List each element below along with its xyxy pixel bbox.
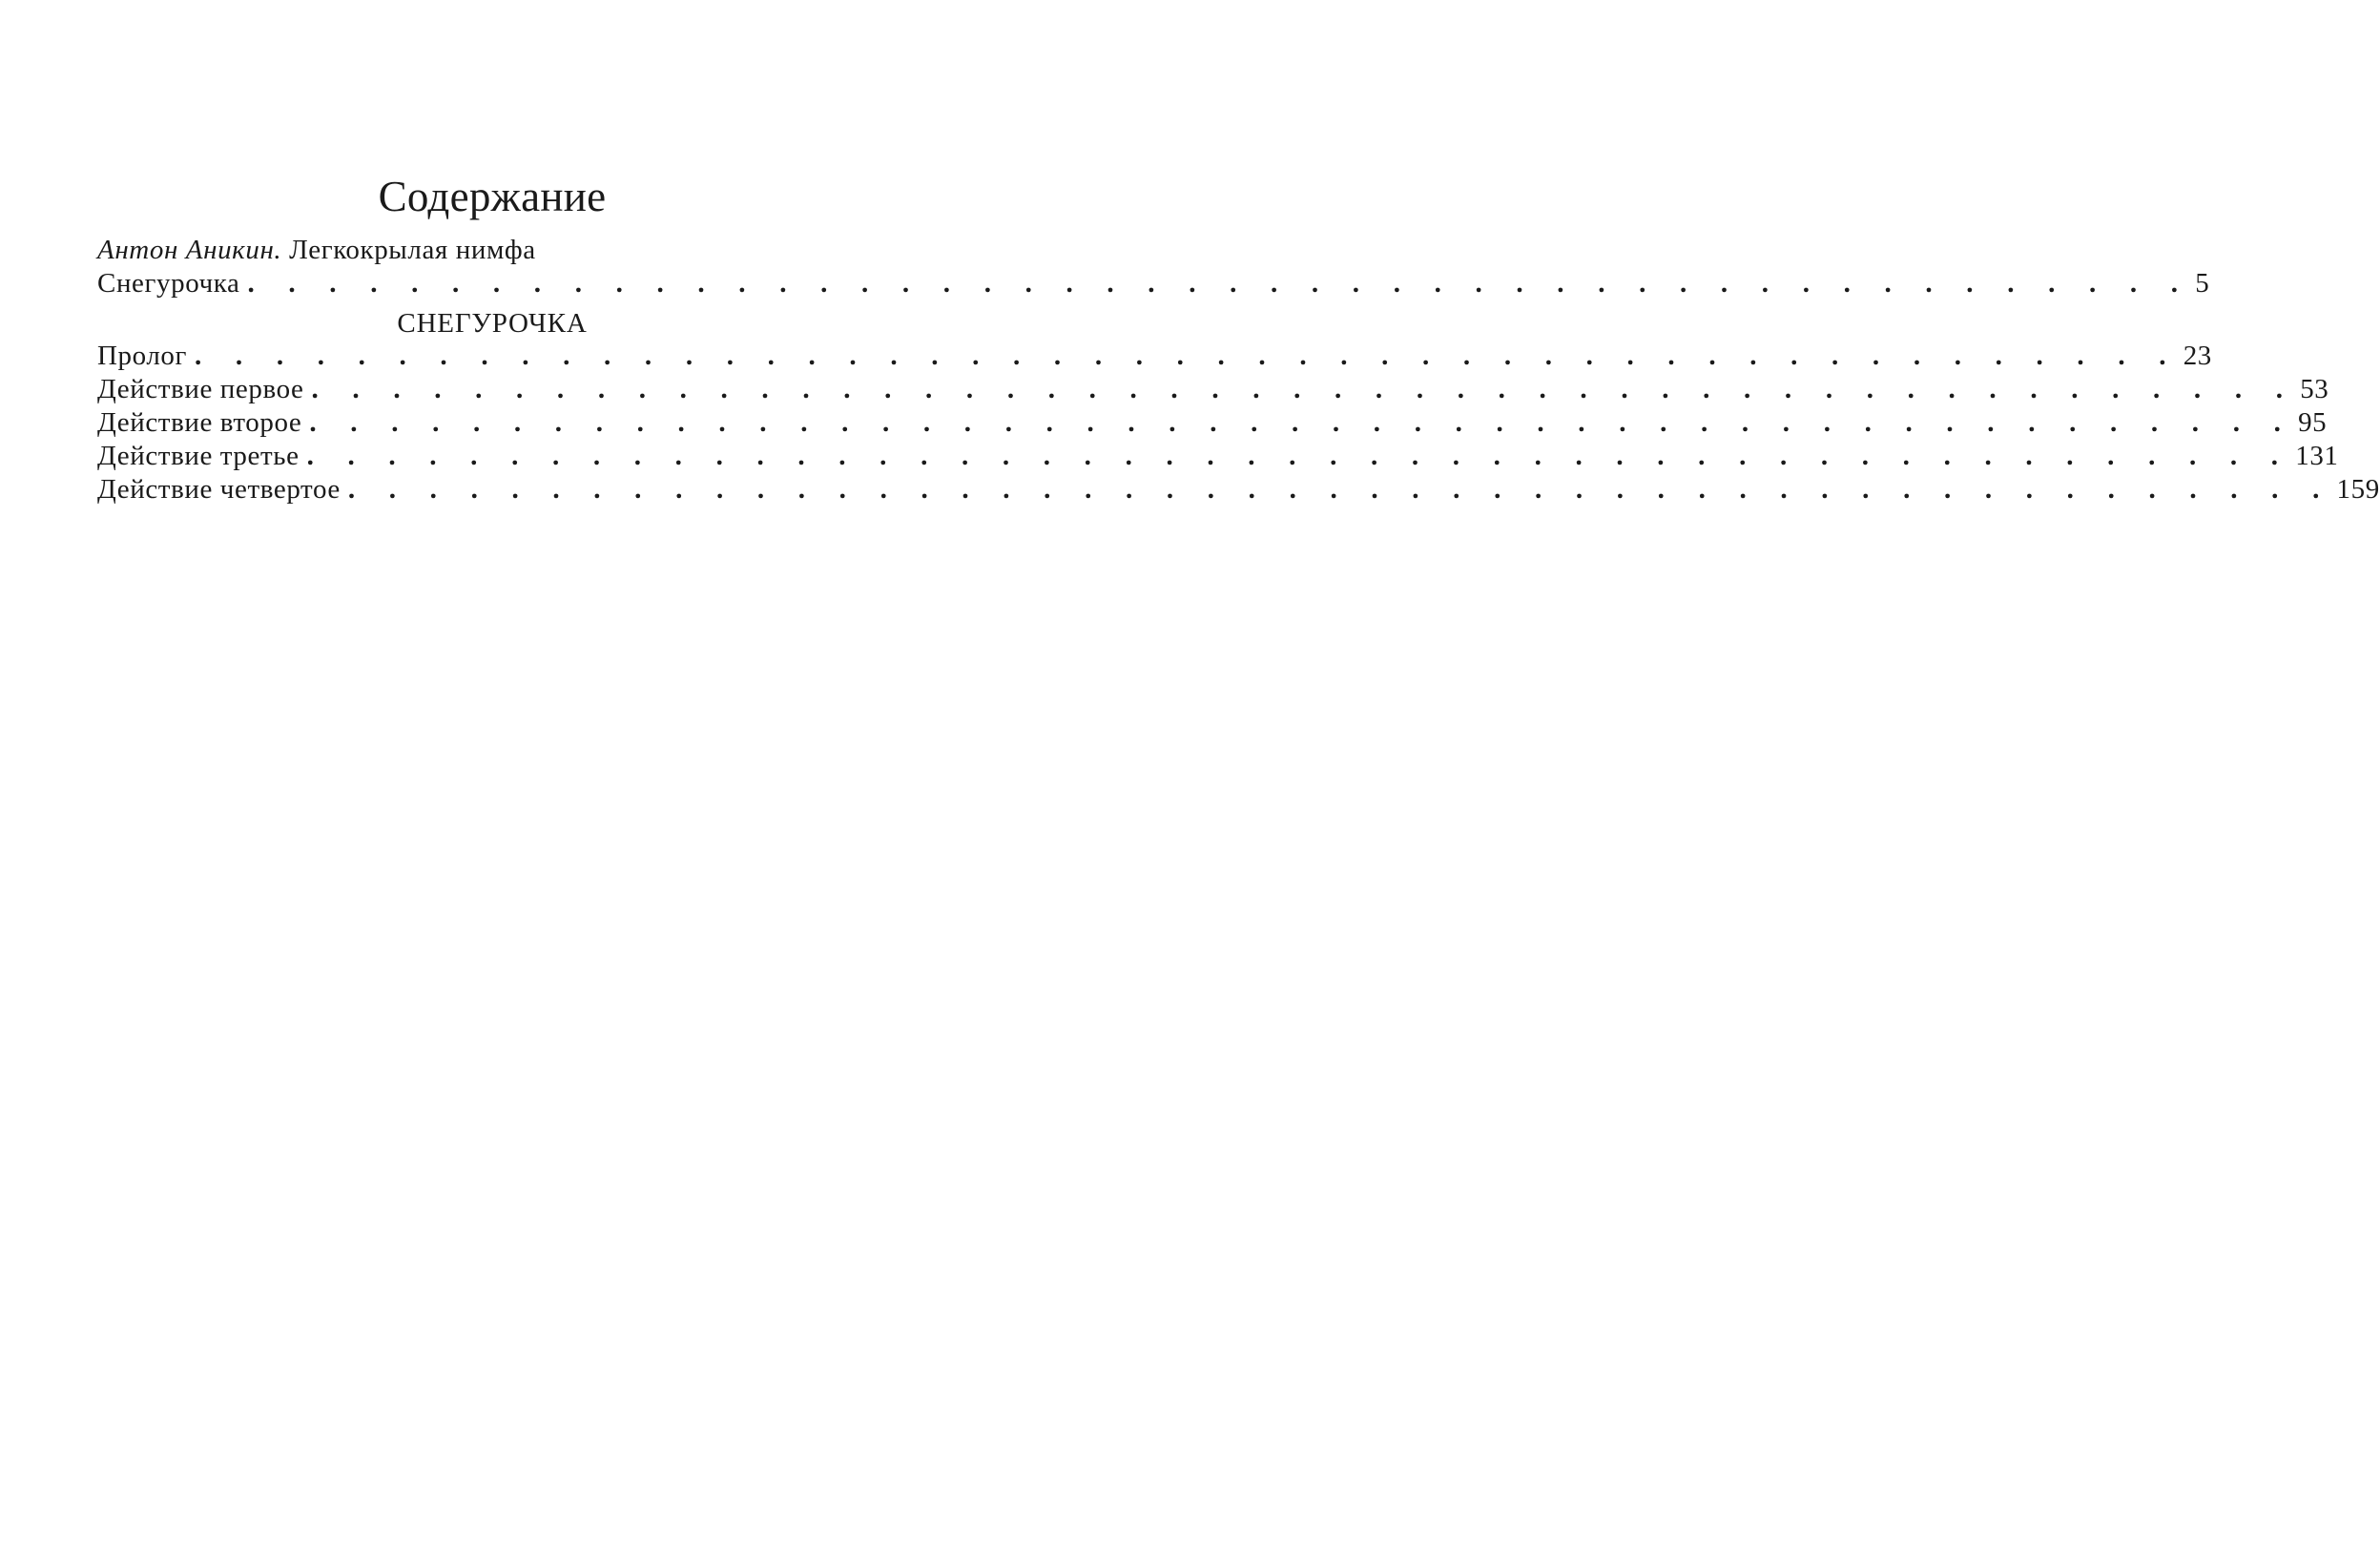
toc-entry [97, 440, 2339, 473]
toc-entry [97, 473, 2380, 506]
toc-page-number: 23 [2183, 341, 2212, 371]
toc-dot-leader: . . . . . . . . . . . . . . . . . . . . . . . . . . . . . . . . . . . . . . . . . . . . . . . . . [195, 341, 2180, 371]
toc-entry-intro-second-line [97, 267, 2210, 300]
toc-page-number: 95 [2298, 407, 2328, 438]
toc-list [97, 340, 2380, 506]
toc-entry-intro-first-line [97, 233, 887, 267]
toc-dot-leader: . . . . . . . . . . . . . . . . . . . . . . . . . . . . . . . . . . . . . . . . . . . . . . . . . [309, 407, 2295, 438]
toc-page-number: 53 [2300, 374, 2329, 404]
section-heading: СНЕГУРОЧКА [397, 308, 588, 339]
toc-entry-title-part2: Снегурочка [97, 268, 240, 299]
toc-entry [97, 406, 2328, 440]
toc-dot-leader: . . . . . . . . . . . . . . . . . . . . . . . . . . . . . . . . . . . . . . . . . . . . . . . . . [311, 374, 2297, 404]
toc-dot-leader: . . . . . . . . . . . . . . . . . . . . . . . . . . . . . . . . . . . . . . . . . . . . . . . . . [347, 474, 2333, 505]
toc-entry-author: Антон Аникин. [97, 235, 282, 265]
toc-entry-label: Действие второе [97, 407, 302, 438]
toc-entry-title-part1: Легкокрылая нимфа [289, 235, 536, 265]
toc-entry [97, 340, 2212, 373]
page-title: Содержание [378, 173, 607, 220]
toc-entry-label: Действие первое [97, 374, 304, 404]
toc-page-number: 131 [2295, 441, 2339, 471]
toc-dot-leader: . . . . . . . . . . . . . . . . . . . . . . . . . . . . . . . . . . . . . . . . . . . . . . . . [247, 268, 2192, 299]
toc-entry-intro [97, 233, 2210, 300]
toc-entry-label: Действие третье [97, 441, 300, 471]
toc-entry-label: Действие четвертое [97, 474, 341, 505]
toc-page-number: 5 [2195, 268, 2210, 299]
toc-entry [97, 373, 2329, 406]
toc-page-number: 159 [2336, 474, 2380, 505]
toc-dot-leader: . . . . . . . . . . . . . . . . . . . . . . . . . . . . . . . . . . . . . . . . . . . . . . . . . [306, 441, 2292, 471]
toc-entry-label: Пролог [97, 341, 188, 371]
